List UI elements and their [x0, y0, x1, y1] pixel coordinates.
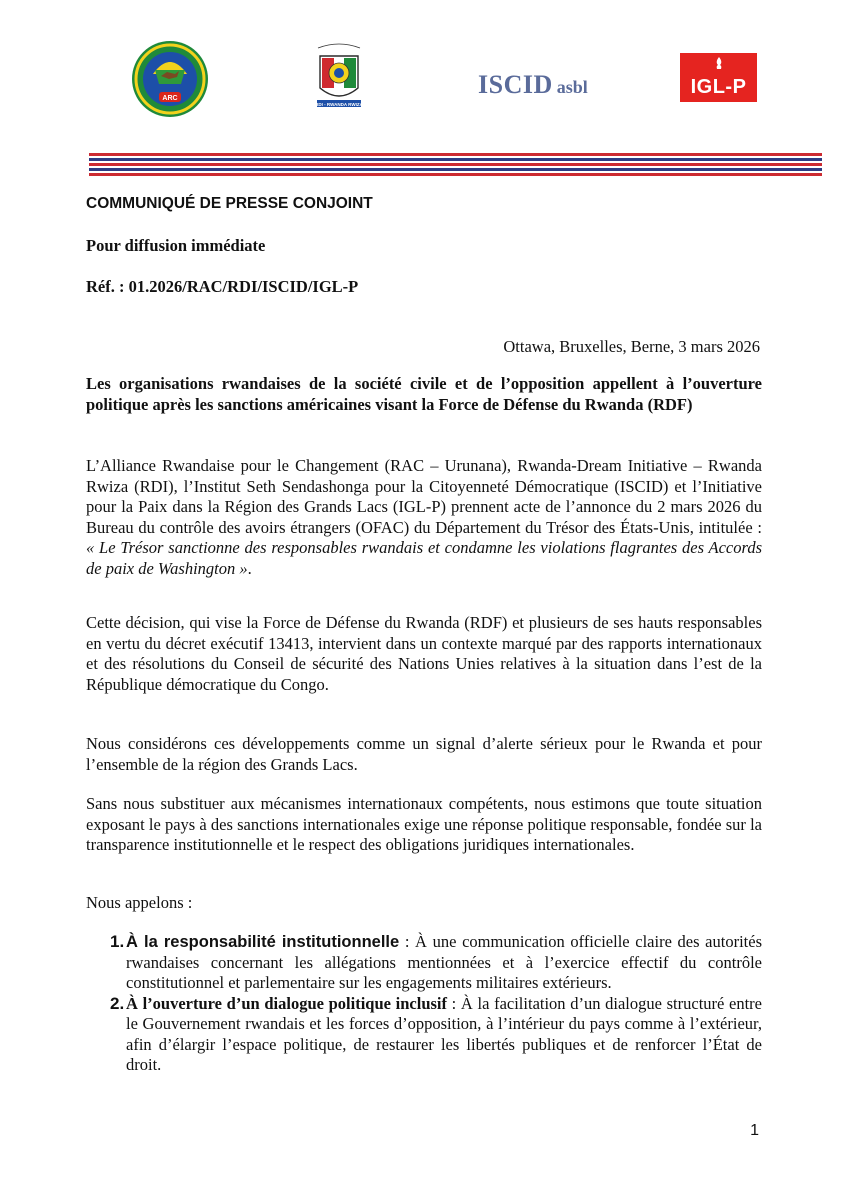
- header-divider-blue-1: [89, 158, 822, 161]
- calls-intro: Nous appelons :: [86, 893, 193, 912]
- call-item-1: [86, 932, 762, 994]
- paragraph-1-quote: « Le Trésor sanctionne des responsables rwandais et condamne les violations flagrantes des Accords de paix de Washington »: [86, 538, 762, 578]
- call-item-1-heading: À la responsabilité institutionnelle: [126, 933, 400, 951]
- header-divider-red-top: [89, 153, 822, 156]
- paragraph-2: Cette décision, qui vise la Force de Défense du Rwanda (RDF) et plusieurs de ses hauts responsables en vertu du décret exécutif 13413, intervient dans un contexte marqué par des rapports internationaux et des résolutions du Conseil de sécurité des Nations Unies relatives à la situation dans l’est de la République démocratique du Congo.: [86, 613, 762, 694]
- iglp-logo-label: IGL-P: [690, 76, 747, 98]
- iscid-logo-sub: asbl: [556, 77, 588, 97]
- call-item-2: [86, 994, 762, 1076]
- call-item-2-text: : À la facilitation d’un dialogue structuré entre le Gouvernement rwandais et les forces d’opposition, à l’intérieur du pays comme à l’extérieur, afin d’élargir l’espace politique, de restaurer les libertés publiques et de renforcer l’État de droit.: [126, 993, 762, 1074]
- header-divider-blue-2: [89, 168, 822, 171]
- release-line: Pour diffusion immédiate: [86, 236, 266, 255]
- call-item-1-text: : À une communication officielle claire des autorités rwandaises concernant les allégations mentionnées et à l’exercice effectif du contrôle constitutionnel et parlementaire sur les engagements militaires extérieurs.: [126, 932, 762, 992]
- headline: Les organisations rwandaises de la société civile et de l’opposition appellent à l’ouverture politique après les sanctions américaines visant la Force de Défense du Rwanda (RDF): [86, 374, 762, 414]
- rdi-logo: [312, 42, 366, 114]
- rdi-logo-label: RDI - RWANDA RWIZA: [315, 102, 363, 107]
- paragraph-3: Nous considérons ces développements comme un signal d’alerte sérieux pour le Rwanda et pour l’ensemble de la région des Grands Lacs.: [86, 734, 762, 774]
- place-date: Ottawa, Bruxelles, Berne, 3 mars 2026: [503, 337, 760, 356]
- arc-logo: [131, 40, 209, 118]
- iglp-logo: [680, 53, 757, 102]
- header-divider-red-bottom: [89, 173, 822, 176]
- calls-list: [86, 932, 762, 1076]
- call-item-2-heading: À l’ouverture d’un dialogue politique inclusif: [126, 993, 447, 1013]
- iscid-logo-main: ISCID: [478, 70, 553, 99]
- paragraph-1: [86, 456, 762, 579]
- arc-logo-label: ARC: [162, 95, 178, 102]
- header-divider-red-middle: [89, 163, 822, 166]
- iglp-flame-icon: [713, 57, 725, 71]
- call-item-1-number: 1.: [110, 932, 125, 951]
- page-number: 1: [750, 1122, 759, 1139]
- reference-line: Réf. : 01.2026/RAC/RDI/ISCID/IGL-P: [86, 277, 359, 296]
- paragraph-1-end: .: [247, 558, 252, 578]
- document-title: COMMUNIQUÉ DE PRESSE CONJOINT: [86, 195, 373, 212]
- paragraph-4: Sans nous substituer aux mécanismes internationaux compétents, nous estimons que toute situation exposant le pays à des sanctions internationales exige une réponse politique responsable, fondée sur la transparence institutionnelle et le respect des obligations juridiques internationales.: [86, 794, 762, 854]
- iscid-logo: [478, 70, 588, 100]
- call-item-2-number: 2.: [110, 993, 125, 1013]
- paragraph-1-text: L’Alliance Rwandaise pour le Changement (RAC – Urunana), Rwanda-Dream Initiative – Rwanda Rwiza (RDI), l’Institut Seth Sendashonga pour la Citoyenneté Démocratique (ISCID) et l’Initiative pour la Paix dans la Région des Grands Lacs (IGL-P) prennent acte de l’annonce du 2 mars 2026 du Bureau du contrôle des avoirs étrangers (OFAC) du Département du Trésor des États-Unis, intitulée :: [86, 456, 762, 537]
